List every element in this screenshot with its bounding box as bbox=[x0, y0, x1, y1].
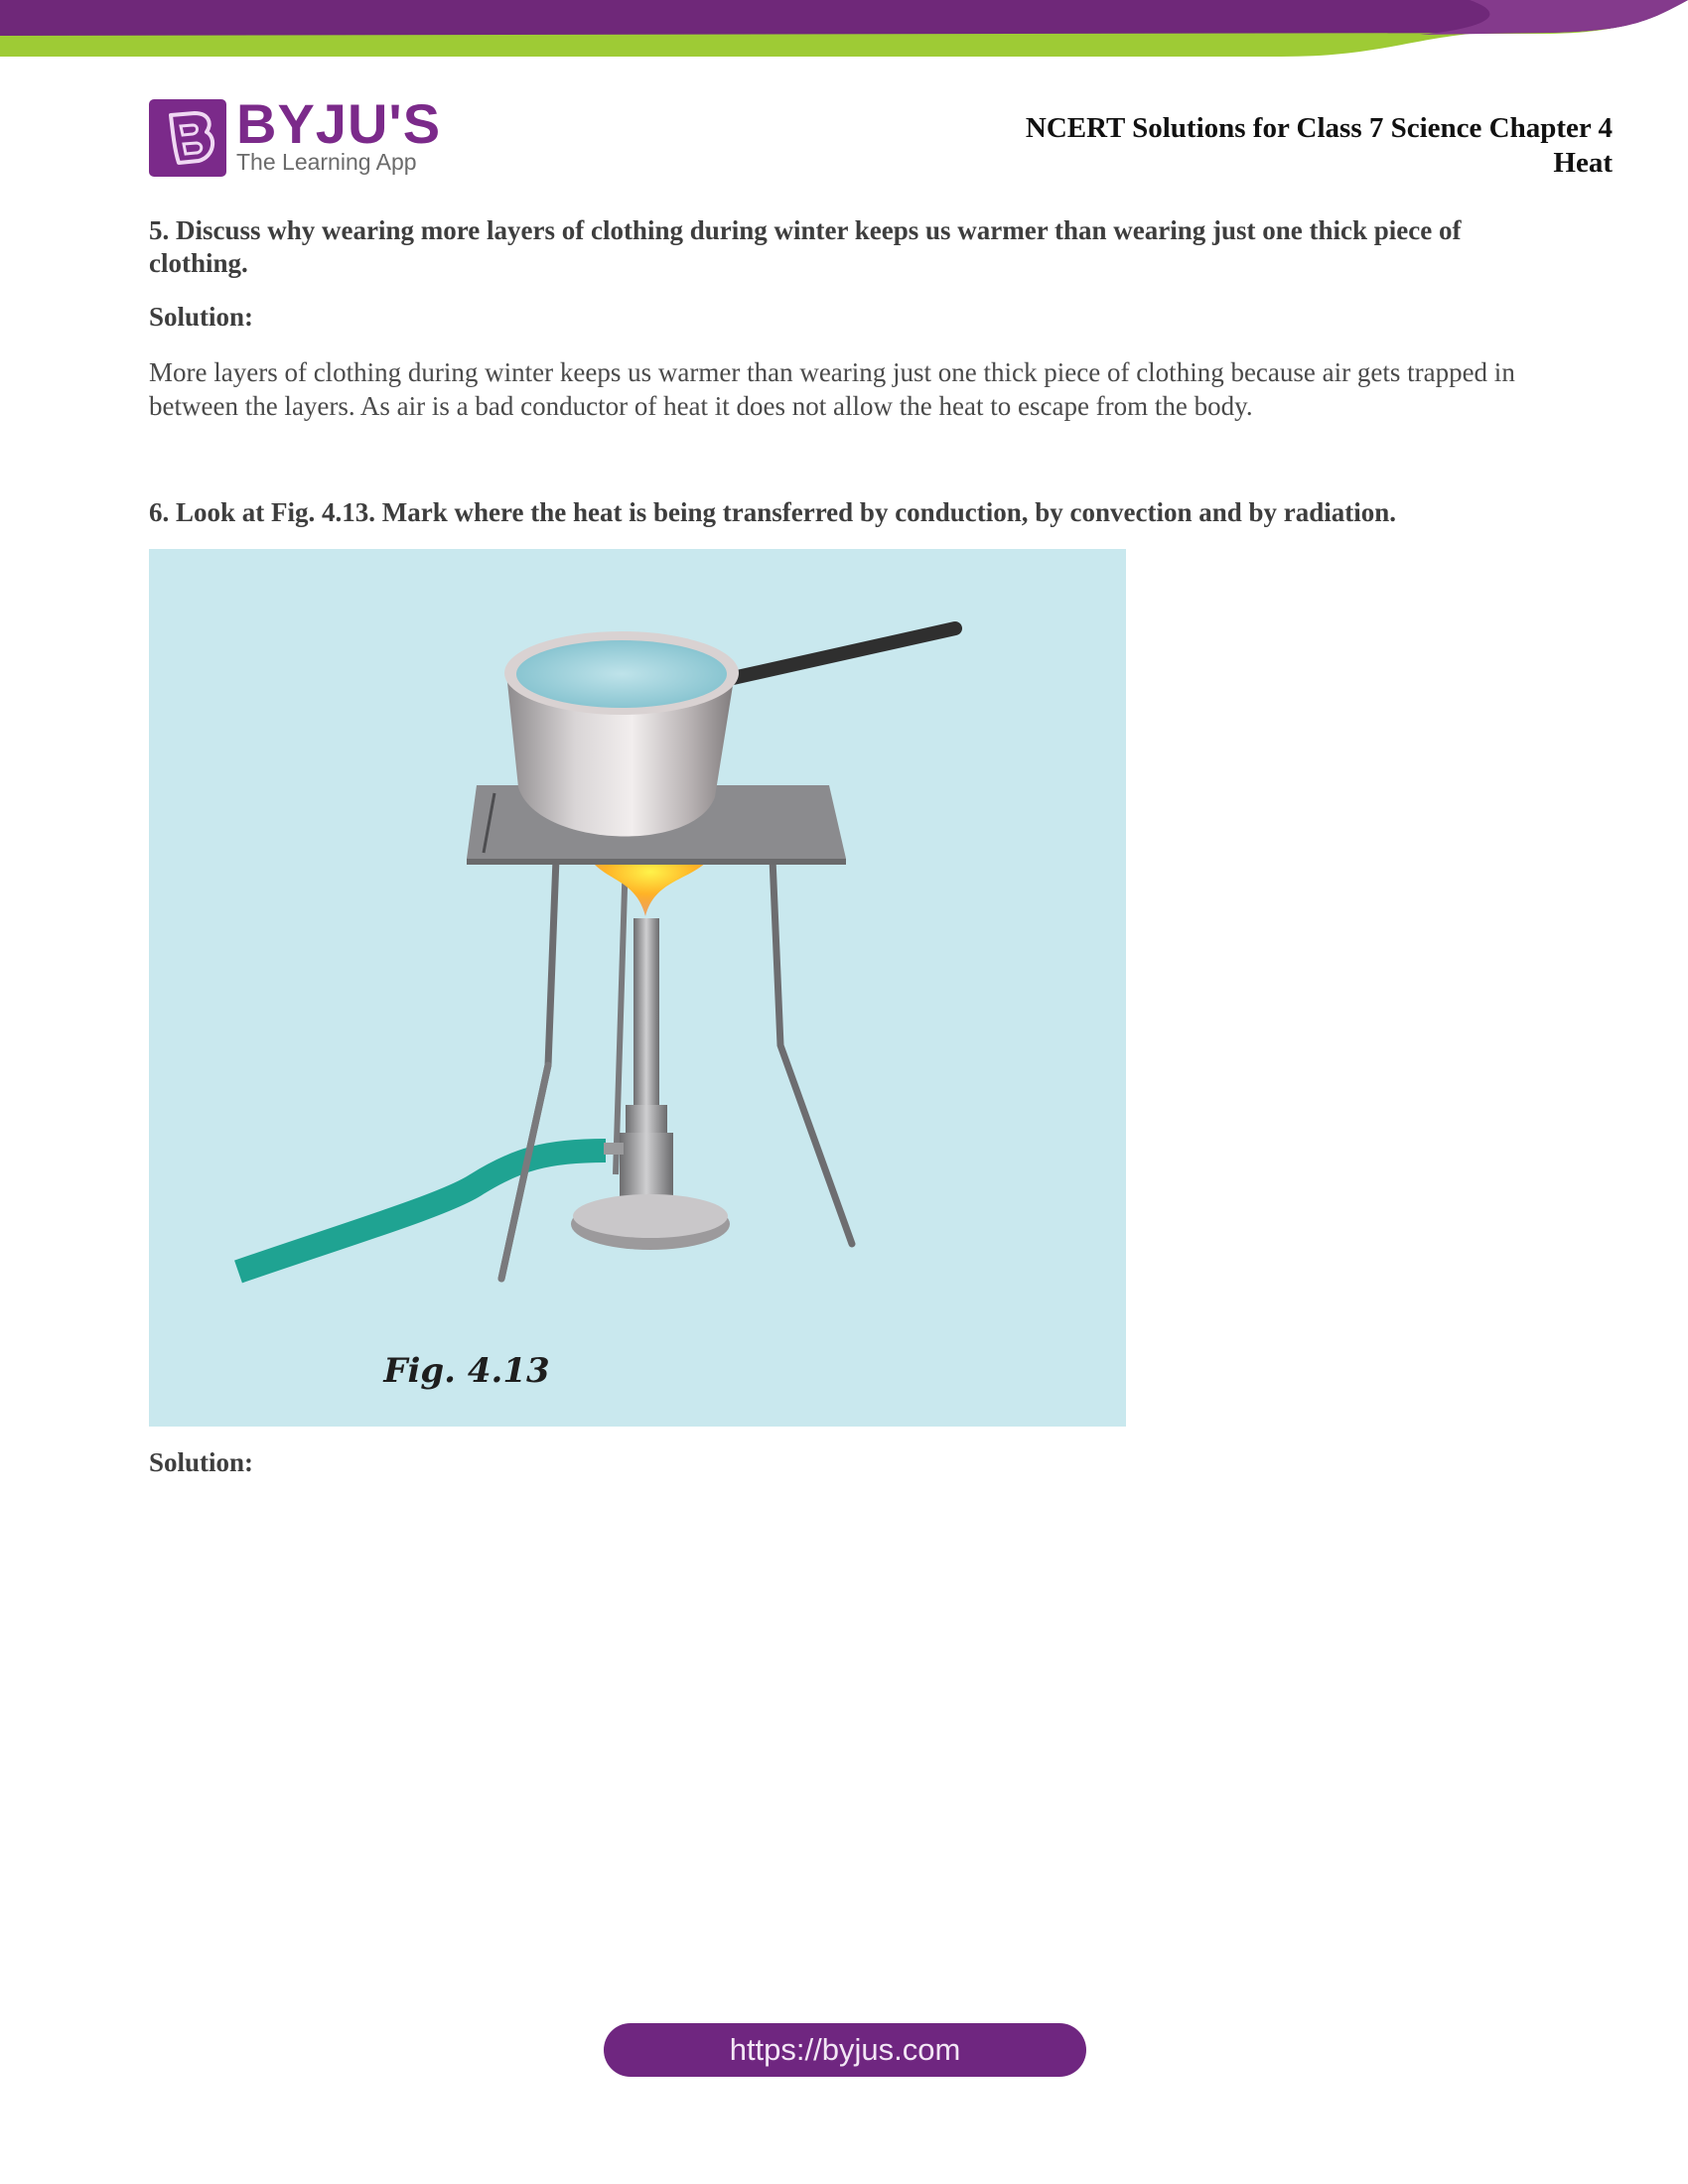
document-title-line-2: Heat bbox=[1553, 147, 1613, 179]
question-5-answer-wrap bbox=[149, 355, 1539, 423]
question-6-block bbox=[149, 496, 1559, 529]
brand-tagline: The Learning App bbox=[236, 149, 417, 175]
byjus-website-link[interactable]: https://byjus.com bbox=[604, 2023, 1086, 2077]
document-title bbox=[1026, 111, 1613, 181]
header-decorative-band bbox=[0, 0, 1688, 69]
logo-b-icon bbox=[149, 99, 226, 177]
brand-name: BYJU'S bbox=[236, 92, 442, 155]
question-5-answer: More layers of clothing during winter keeps us warmer than wearing just one thick piece of clothing because air gets trapped in between the layers. As air is a bad conductor of heat it does not allow the heat to escape from the body. bbox=[149, 357, 1515, 421]
question-5-block bbox=[149, 214, 1559, 280]
document-title-line-1: NCERT Solutions for Class 7 Science Chapter 4 bbox=[1025, 112, 1613, 144]
burner-illustration bbox=[149, 549, 1126, 1427]
question-5-solution-label-wrap bbox=[149, 302, 1559, 333]
figure-4-13 bbox=[149, 549, 1126, 1427]
solution-label: Solution: bbox=[149, 1447, 254, 1477]
question-5-text: 5. Discuss why wearing more layers of clothing during winter keeps us warmer than wearing just one thick piece of clothing. bbox=[149, 215, 1462, 278]
question-6-solution-label-wrap bbox=[149, 1447, 1559, 1478]
question-6-text: 6. Look at Fig. 4.13. Mark where the heat is being transferred by conduction, by convection and by radiation. bbox=[149, 497, 1397, 527]
solution-label: Solution: bbox=[149, 302, 254, 332]
byjus-logo bbox=[149, 92, 442, 179]
figure-caption: Fig. 4.13 bbox=[383, 1351, 550, 1391]
